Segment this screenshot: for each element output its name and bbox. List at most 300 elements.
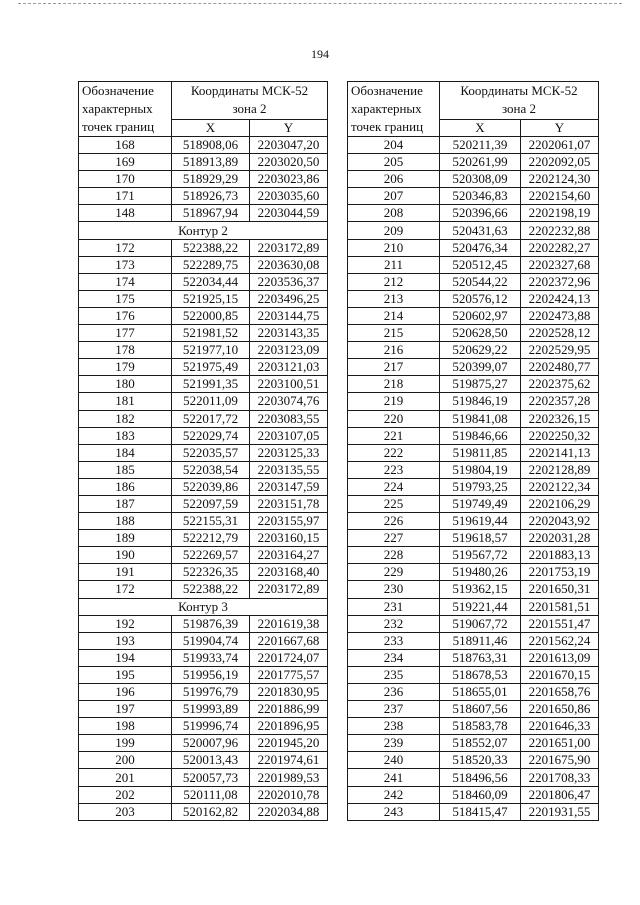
x-coordinate-cell: 518552,07 [440,735,521,752]
coords-column-header [440,82,599,120]
y-column-header: Y [250,120,328,137]
y-coordinate-cell: 2203121,03 [250,359,328,376]
point-header-line1: Обозначение [351,83,423,98]
point-number-cell: 241 [348,769,440,786]
x-coordinate-cell: 519956,19 [172,666,250,683]
x-coordinate-cell: 520544,22 [440,273,521,290]
x-coordinate-cell: 522212,79 [172,530,250,547]
x-coordinate-cell: 519793,25 [440,478,521,495]
point-number-cell: 180 [79,376,172,393]
point-number-cell: 183 [79,427,172,444]
point-column-header [348,82,440,137]
point-number-cell: 226 [348,513,440,530]
y-coordinate-cell: 2203023,86 [250,171,328,188]
table-row [79,803,328,820]
y-coordinate-cell: 2201658,76 [521,684,599,701]
y-coordinate-cell: 2202424,13 [521,290,599,307]
point-number-cell: 179 [79,359,172,376]
x-coordinate-cell: 518460,09 [440,786,521,803]
table-row [79,786,328,803]
table-row [79,684,328,701]
point-number-cell: 211 [348,256,440,273]
table-row [348,273,599,290]
y-coordinate-cell: 2202124,30 [521,171,599,188]
table-row [348,564,599,581]
table-row [348,290,599,307]
y-coordinate-cell: 2203107,05 [250,427,328,444]
point-number-cell: 210 [348,239,440,256]
y-coordinate-cell: 2201708,33 [521,769,599,786]
page-number: 194 [311,47,329,61]
table-row [79,376,328,393]
point-number-cell: 197 [79,701,172,718]
y-coordinate-cell: 2201724,07 [250,649,328,666]
table-row [79,444,328,461]
x-coordinate-cell: 520476,34 [440,239,521,256]
y-coordinate-cell: 2201650,86 [521,701,599,718]
y-coordinate-cell: 2203144,75 [250,307,328,324]
coords-header-line1: Координаты МСК-52 [190,83,309,98]
point-number-cell: 243 [348,803,440,820]
x-coordinate-cell: 522029,74 [172,427,250,444]
x-coordinate-cell: 519933,74 [172,649,250,666]
table-row [79,342,328,359]
point-number-cell: 178 [79,342,172,359]
point-number-cell: 231 [348,598,440,615]
x-coordinate-cell: 518496,56 [440,769,521,786]
x-coordinate-cell: 518926,73 [172,188,250,205]
table-row [348,666,599,683]
point-number-cell: 204 [348,137,440,154]
x-coordinate-cell: 521975,49 [172,359,250,376]
y-coordinate-cell: 2203536,37 [250,273,328,290]
table-row [348,718,599,735]
x-coordinate-cell: 518913,89 [172,154,250,171]
y-coordinate-cell: 2202250,32 [521,427,599,444]
x-coordinate-cell: 518583,78 [440,718,521,735]
point-number-cell: 187 [79,495,172,512]
point-number-cell: 224 [348,478,440,495]
y-coordinate-cell: 2203630,08 [250,256,328,273]
point-number-cell: 208 [348,205,440,222]
y-coordinate-cell: 2202154,60 [521,188,599,205]
x-coordinate-cell: 518520,33 [440,752,521,769]
y-coordinate-cell: 2202141,13 [521,444,599,461]
point-number-cell: 230 [348,581,440,598]
table-row [79,649,328,666]
y-column-header: Y [521,120,599,137]
x-coordinate-cell: 520399,07 [440,359,521,376]
x-coordinate-cell: 518929,29 [172,171,250,188]
y-coordinate-cell: 2202480,77 [521,359,599,376]
table-row [348,359,599,376]
x-coordinate-cell: 520013,43 [172,752,250,769]
y-coordinate-cell: 2203047,20 [250,137,328,154]
y-coordinate-cell: 2201667,68 [250,632,328,649]
point-number-cell: 190 [79,547,172,564]
x-coordinate-cell: 520211,39 [440,137,521,154]
point-number-cell: 191 [79,564,172,581]
table-row [348,513,599,530]
y-coordinate-cell: 2203151,78 [250,495,328,512]
x-coordinate-cell: 518763,31 [440,649,521,666]
point-number-cell: 186 [79,478,172,495]
point-number-cell: 193 [79,632,172,649]
x-coordinate-cell: 522035,57 [172,444,250,461]
y-coordinate-cell: 2203100,51 [250,376,328,393]
y-coordinate-cell: 2202327,68 [521,256,599,273]
x-column-header: X [440,120,521,137]
table-row [79,273,328,290]
table-row [79,547,328,564]
point-number-cell: 223 [348,461,440,478]
point-number-cell: 172 [79,239,172,256]
x-coordinate-cell: 519876,39 [172,615,250,632]
table-row [348,307,599,324]
point-number-cell: 200 [79,752,172,769]
y-coordinate-cell: 2203125,33 [250,444,328,461]
x-coordinate-cell: 520308,09 [440,171,521,188]
table-row [348,581,599,598]
x-coordinate-cell: 518908,06 [172,137,250,154]
x-coordinate-cell: 519619,44 [440,513,521,530]
y-coordinate-cell: 2201551,47 [521,615,599,632]
y-coordinate-cell: 2201619,38 [250,615,328,632]
point-number-cell: 207 [348,188,440,205]
point-number-cell: 212 [348,273,440,290]
y-coordinate-cell: 2203135,55 [250,461,328,478]
x-coordinate-cell: 519221,44 [440,598,521,615]
table-row [348,632,599,649]
point-number-cell: 202 [79,786,172,803]
y-coordinate-cell: 2202372,96 [521,273,599,290]
point-number-cell: 238 [348,718,440,735]
y-coordinate-cell: 2201806,47 [521,786,599,803]
y-coordinate-cell: 2203083,55 [250,410,328,427]
table-row [348,393,599,410]
point-number-cell: 196 [79,684,172,701]
contour-label: Контур 3 [79,598,328,615]
y-coordinate-cell: 2202529,95 [521,342,599,359]
x-coordinate-cell: 521981,52 [172,325,250,342]
point-number-cell: 168 [79,137,172,154]
y-coordinate-cell: 2202375,62 [521,376,599,393]
table-row [79,256,328,273]
x-coordinate-cell: 520602,97 [440,307,521,324]
point-number-cell: 175 [79,290,172,307]
point-number-cell: 171 [79,188,172,205]
table-row [348,154,599,171]
table-row [348,701,599,718]
coordinates-table-right [347,81,599,821]
point-header-line2: характерных [351,101,422,116]
y-coordinate-cell: 2201753,19 [521,564,599,581]
x-coordinate-cell: 520057,73 [172,769,250,786]
point-number-cell: 195 [79,666,172,683]
table-row [79,495,328,512]
x-coordinate-cell: 519067,72 [440,615,521,632]
x-coordinate-cell: 519996,74 [172,718,250,735]
table-row [79,666,328,683]
y-coordinate-cell: 2202357,28 [521,393,599,410]
table-row [348,530,599,547]
contour-heading-row [79,222,328,239]
table-row [348,427,599,444]
table-row [79,769,328,786]
x-coordinate-cell: 519976,79 [172,684,250,701]
coordinates-table-left [78,81,328,821]
table-row [79,752,328,769]
y-coordinate-cell: 2202128,89 [521,461,599,478]
y-coordinate-cell: 2201883,13 [521,547,599,564]
x-coordinate-cell: 522017,72 [172,410,250,427]
table-row [348,598,599,615]
scan-edge-line [18,3,622,4]
point-number-cell: 185 [79,461,172,478]
x-coordinate-cell: 519811,85 [440,444,521,461]
table-row [79,564,328,581]
x-coordinate-cell: 522034,44 [172,273,250,290]
y-coordinate-cell: 2203496,25 [250,290,328,307]
coordinates-rows-left [79,137,328,821]
y-coordinate-cell: 2203035,60 [250,188,328,205]
y-coordinate-cell: 2201945,20 [250,735,328,752]
x-coordinate-cell: 519904,74 [172,632,250,649]
y-coordinate-cell: 2201974,61 [250,752,328,769]
y-coordinate-cell: 2202061,07 [521,137,599,154]
table-row [348,325,599,342]
y-coordinate-cell: 2201646,33 [521,718,599,735]
table-row [348,735,599,752]
table-row [79,290,328,307]
y-coordinate-cell: 2202031,28 [521,530,599,547]
table-row [348,410,599,427]
y-coordinate-cell: 2203168,40 [250,564,328,581]
y-coordinate-cell: 2202528,12 [521,325,599,342]
table-row [79,410,328,427]
y-coordinate-cell: 2203172,89 [250,581,328,598]
point-number-cell: 192 [79,615,172,632]
coords-column-header [172,82,328,120]
table-row [79,239,328,256]
y-coordinate-cell: 2202043,92 [521,513,599,530]
y-coordinate-cell: 2202282,27 [521,239,599,256]
y-coordinate-cell: 2203155,97 [250,513,328,530]
point-number-cell: 198 [79,718,172,735]
y-coordinate-cell: 2201931,55 [521,803,599,820]
x-coordinate-cell: 521991,35 [172,376,250,393]
table-row [79,325,328,342]
table-row [348,205,599,222]
point-column-header [79,82,172,137]
x-coordinate-cell: 519993,89 [172,701,250,718]
table-row [79,188,328,205]
point-header-line2: характерных [82,101,153,116]
point-number-cell: 205 [348,154,440,171]
point-number-cell: 199 [79,735,172,752]
point-number-cell: 233 [348,632,440,649]
point-number-cell: 235 [348,666,440,683]
table-row [348,649,599,666]
y-coordinate-cell: 2203164,27 [250,547,328,564]
x-coordinate-cell: 522388,22 [172,581,250,598]
x-coordinate-cell: 522039,86 [172,478,250,495]
table-row [79,581,328,598]
table-row [348,803,599,820]
table-row [348,222,599,239]
point-header-line3: точек границ [351,119,424,134]
table-row [79,701,328,718]
point-number-cell: 184 [79,444,172,461]
x-coordinate-cell: 522000,85 [172,307,250,324]
point-number-cell: 240 [348,752,440,769]
table-row [79,137,328,154]
point-number-cell: 188 [79,513,172,530]
table-row [79,461,328,478]
point-number-cell: 239 [348,735,440,752]
x-coordinate-cell: 522388,22 [172,239,250,256]
point-number-cell: 225 [348,495,440,512]
point-number-cell: 215 [348,325,440,342]
point-number-cell: 219 [348,393,440,410]
x-coordinate-cell: 519846,66 [440,427,521,444]
coordinates-rows-right [348,137,599,821]
table-row [348,478,599,495]
x-coordinate-cell: 519841,08 [440,410,521,427]
point-number-cell: 209 [348,222,440,239]
point-number-cell: 172 [79,581,172,598]
x-coordinate-cell: 522155,31 [172,513,250,530]
point-number-cell: 216 [348,342,440,359]
point-number-cell: 217 [348,359,440,376]
y-coordinate-cell: 2202326,15 [521,410,599,427]
table-row [348,684,599,701]
table-row [348,256,599,273]
y-coordinate-cell: 2202092,05 [521,154,599,171]
table-row [79,393,328,410]
table-row [79,718,328,735]
y-coordinate-cell: 2201896,95 [250,718,328,735]
contour-heading-row [79,598,328,615]
table-row [79,205,328,222]
y-coordinate-cell: 2203123,09 [250,342,328,359]
x-coordinate-cell: 520346,83 [440,188,521,205]
x-coordinate-cell: 519875,27 [440,376,521,393]
y-coordinate-cell: 2201562,24 [521,632,599,649]
x-coordinate-cell: 520111,08 [172,786,250,803]
x-coordinate-cell: 520512,45 [440,256,521,273]
point-number-cell: 237 [348,701,440,718]
table-row [348,444,599,461]
y-coordinate-cell: 2201650,31 [521,581,599,598]
coords-header-line1: Координаты МСК-52 [460,83,578,98]
table-row [79,513,328,530]
table-row [79,615,328,632]
table-row [348,342,599,359]
table-row [348,752,599,769]
y-coordinate-cell: 2202106,29 [521,495,599,512]
y-coordinate-cell: 2201675,90 [521,752,599,769]
table-row [79,359,328,376]
point-number-cell: 228 [348,547,440,564]
x-coordinate-cell: 519804,19 [440,461,521,478]
table-row [348,376,599,393]
point-number-cell: 214 [348,307,440,324]
table-row [79,478,328,495]
y-coordinate-cell: 2203020,50 [250,154,328,171]
y-coordinate-cell: 2203147,59 [250,478,328,495]
y-coordinate-cell: 2201581,51 [521,598,599,615]
table-row [348,495,599,512]
x-coordinate-cell: 522038,54 [172,461,250,478]
point-number-cell: 236 [348,684,440,701]
coords-header-line2: зона 2 [232,101,267,116]
x-coordinate-cell: 520629,22 [440,342,521,359]
y-coordinate-cell: 2201651,00 [521,735,599,752]
x-coordinate-cell: 520576,12 [440,290,521,307]
x-coordinate-cell: 518655,01 [440,684,521,701]
point-number-cell: 169 [79,154,172,171]
point-number-cell: 174 [79,273,172,290]
point-number-cell: 229 [348,564,440,581]
y-coordinate-cell: 2203074,76 [250,393,328,410]
x-coordinate-cell: 521977,10 [172,342,250,359]
y-coordinate-cell: 2201830,95 [250,684,328,701]
x-coordinate-cell: 519846,19 [440,393,521,410]
x-coordinate-cell: 522269,57 [172,547,250,564]
table-row [79,307,328,324]
point-number-cell: 194 [79,649,172,666]
table-row [348,786,599,803]
contour-label: Контур 2 [79,222,328,239]
point-number-cell: 182 [79,410,172,427]
x-coordinate-cell: 519567,72 [440,547,521,564]
point-number-cell: 242 [348,786,440,803]
x-coordinate-cell: 519362,15 [440,581,521,598]
table-row [348,547,599,564]
y-coordinate-cell: 2202232,88 [521,222,599,239]
table-row [79,171,328,188]
x-coordinate-cell: 520628,50 [440,325,521,342]
table-row [79,735,328,752]
point-number-cell: 213 [348,290,440,307]
y-coordinate-cell: 2201989,53 [250,769,328,786]
x-coordinate-cell: 518415,47 [440,803,521,820]
point-number-cell: 176 [79,307,172,324]
point-number-cell: 220 [348,410,440,427]
x-coordinate-cell: 518967,94 [172,205,250,222]
x-coordinate-cell: 522326,35 [172,564,250,581]
table-row [348,171,599,188]
x-coordinate-cell: 518911,46 [440,632,521,649]
x-coordinate-cell: 522097,59 [172,495,250,512]
x-coordinate-cell: 521925,15 [172,290,250,307]
x-column-header: X [172,120,250,137]
x-coordinate-cell: 519749,49 [440,495,521,512]
point-header-line1: Обозначение [82,83,154,98]
x-coordinate-cell: 520396,66 [440,205,521,222]
x-coordinate-cell: 520162,82 [172,803,250,820]
point-number-cell: 232 [348,615,440,632]
table-row [348,239,599,256]
y-coordinate-cell: 2201670,15 [521,666,599,683]
point-number-cell: 170 [79,171,172,188]
y-coordinate-cell: 2202473,88 [521,307,599,324]
point-number-cell: 177 [79,325,172,342]
point-number-cell: 189 [79,530,172,547]
point-number-cell: 203 [79,803,172,820]
y-coordinate-cell: 2201613,09 [521,649,599,666]
